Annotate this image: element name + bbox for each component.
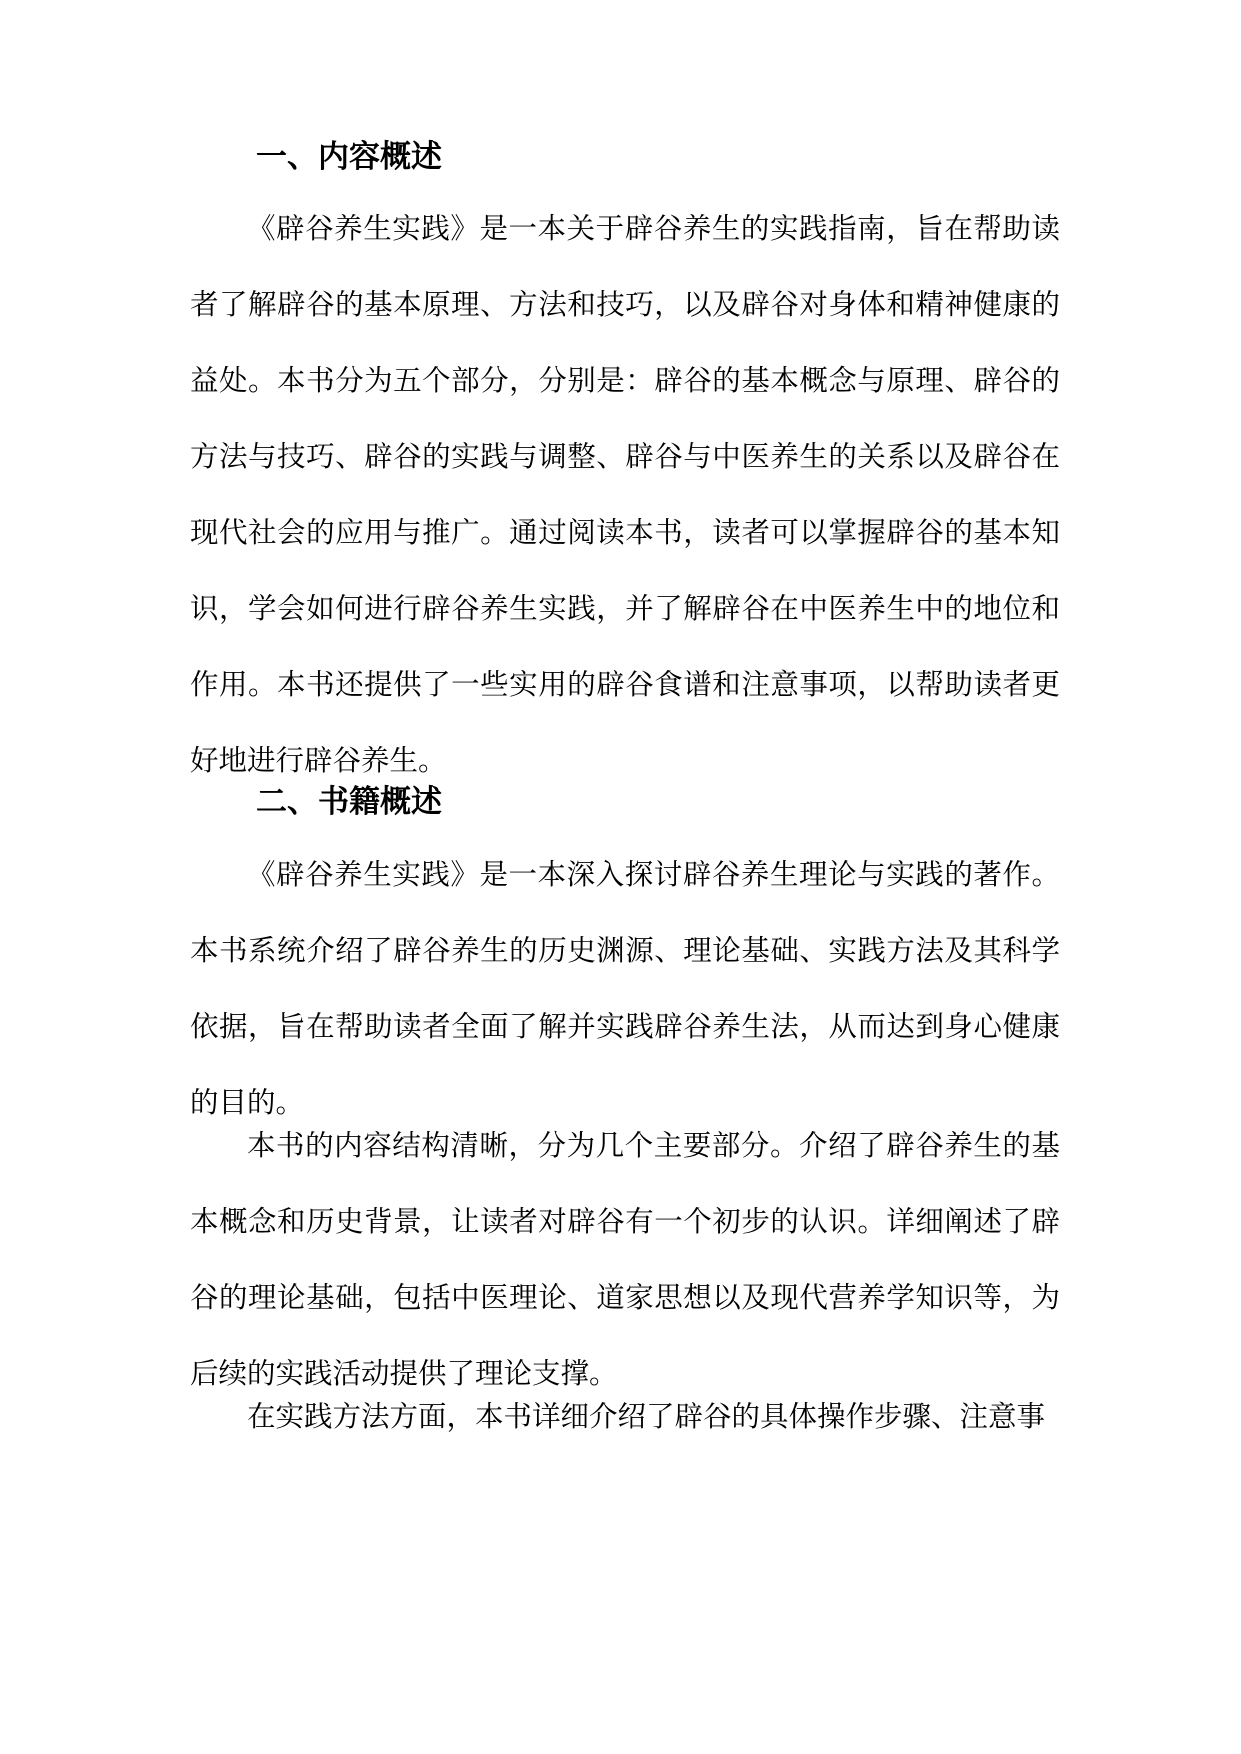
book-overview-paragraph-1: 《辟谷养生实践》是一本深入探讨辟谷养生理论与实践的著作。本书系统介绍了辟谷养生的历史渊源、理论基础、实践方法及其科学依据，旨在帮助读者全面了解并实践辟谷养生法，从而达到身心健康的目的。 [190,858,1060,1119]
book-overview-paragraph-3: 在实践方法方面，本书详细介绍了辟谷的具体操作步骤、注意事 [247,1400,1046,1433]
book-overview-paragraph-2: 本书的内容结构清晰，分为几个主要部分。介绍了辟谷养生的基本概念和历史背景，让读者对辟谷有一个初步的认识。详细阐述了辟谷的理论基础，包括中医理论、道家思想以及现代营养学知识等，为后续的实践活动提供了理论支撑。 [190,1129,1060,1390]
content-overview-paragraph: 《辟谷养生实践》是一本关于辟谷养生的实践指南，旨在帮助读者了解辟谷的基本原理、方法和技巧，以及辟谷对身体和精神健康的益处。本书分为五个部分，分别是：辟谷的基本概念与原理、辟谷的方法与技巧、辟谷的实践与调整、辟谷与中医养生的关系以及辟谷在现代社会的应用与推广。通过阅读本书，读者可以掌握辟谷的基本知识，学会如何进行辟谷养生实践，并了解辟谷在中医养生中的地位和作用。本书还提供了一些实用的辟谷食谱和注意事项，以帮助读者更好地进行辟谷养生。 [190,212,1060,777]
section-heading-book-overview: 二、书籍概述 [256,784,442,820]
section-heading-content-overview: 一、内容概述 [256,139,442,175]
